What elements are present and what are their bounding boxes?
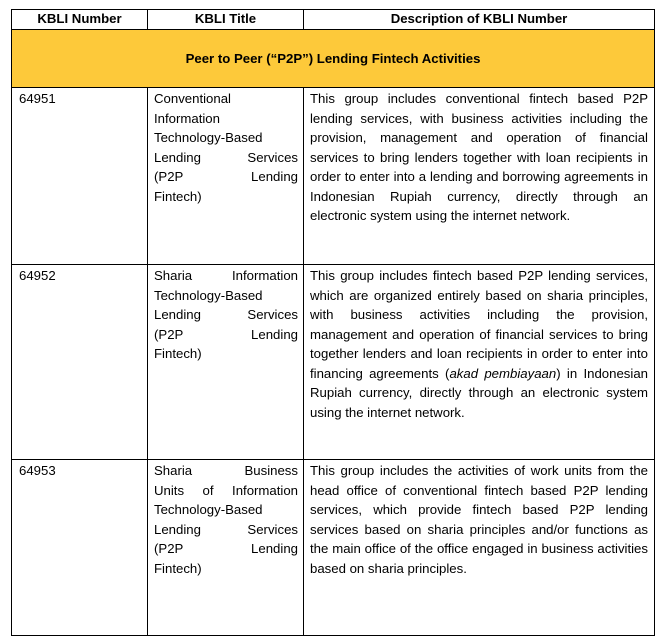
title-line: (P2P Lending xyxy=(154,326,298,342)
kbli-description xyxy=(304,265,655,460)
table-row xyxy=(12,265,655,460)
kbli-number: 64951 xyxy=(12,88,148,265)
table-row xyxy=(12,88,655,265)
description-text: ) in Indonesian Rupiah currency, directly through an electronic system using the internet network. xyxy=(310,365,649,420)
description-italic-term: akad pembiayaan xyxy=(449,365,557,381)
header-kbli-number xyxy=(12,10,148,30)
section-title: Peer to Peer (“P2P”) Lending Fintech Activities xyxy=(12,30,655,88)
title-line: Sharia Business xyxy=(154,463,298,478)
title-line: Technology-Based xyxy=(154,502,263,517)
title-line: Lending Services xyxy=(154,521,298,537)
title-line: Lending Services xyxy=(154,149,298,165)
header-label: KBLI Number xyxy=(37,11,122,26)
header-label: KBLI Title xyxy=(194,11,257,26)
title-line: Sharia Information xyxy=(154,268,298,283)
kbli-title xyxy=(148,460,304,636)
table-row xyxy=(12,460,655,636)
title-line: Units of Information xyxy=(154,482,298,498)
kbli-table xyxy=(11,9,655,636)
kbli-number: 64952 xyxy=(12,265,148,460)
kbli-title xyxy=(148,265,304,460)
title-line: Fintech) xyxy=(154,346,202,361)
title-line: Technology-Based xyxy=(154,130,263,145)
header-label: Description of KBLI Number xyxy=(390,11,568,26)
title-line: (P2P Lending xyxy=(154,169,298,184)
header-kbli-title xyxy=(148,10,304,30)
title-line: (P2P Lending xyxy=(154,541,298,556)
header-description xyxy=(304,10,655,30)
title-line: Fintech) xyxy=(154,188,202,204)
header-row xyxy=(12,10,655,30)
description-text: This group includes fintech based P2P lending services, which are organized entirely based on sharia principles, with business activities including the provision, management and operation of financial services to bring together lenders and loan recipients in order to enter into financing agreements ( xyxy=(310,268,648,381)
kbli-description: This group includes the activities of work units from the head office of conventional fintech based P2P lending services, which provide fintech based P2P lending services based on sharia principles and/or functions as the main office of the office engaged in business activities based on sharia principles. xyxy=(304,460,655,636)
title-line: Lending Services xyxy=(154,307,298,322)
kbli-number: 64953 xyxy=(12,460,148,636)
title-line: Conventional xyxy=(154,91,231,106)
kbli-title xyxy=(148,88,304,265)
title-line: Information xyxy=(154,110,220,126)
kbli-description: This group includes conventional fintech based P2P lending services, with business activities including the provision, management and operation of financial services to bring lenders together with loan recipients in order to enter into a lending and borrowing agreements in Indonesian Rupiah currency, directly through an electronic system using the internet network. xyxy=(304,88,655,265)
title-line: Fintech) xyxy=(154,560,202,576)
title-line: Technology-Based xyxy=(154,287,263,303)
section-row xyxy=(12,30,655,88)
